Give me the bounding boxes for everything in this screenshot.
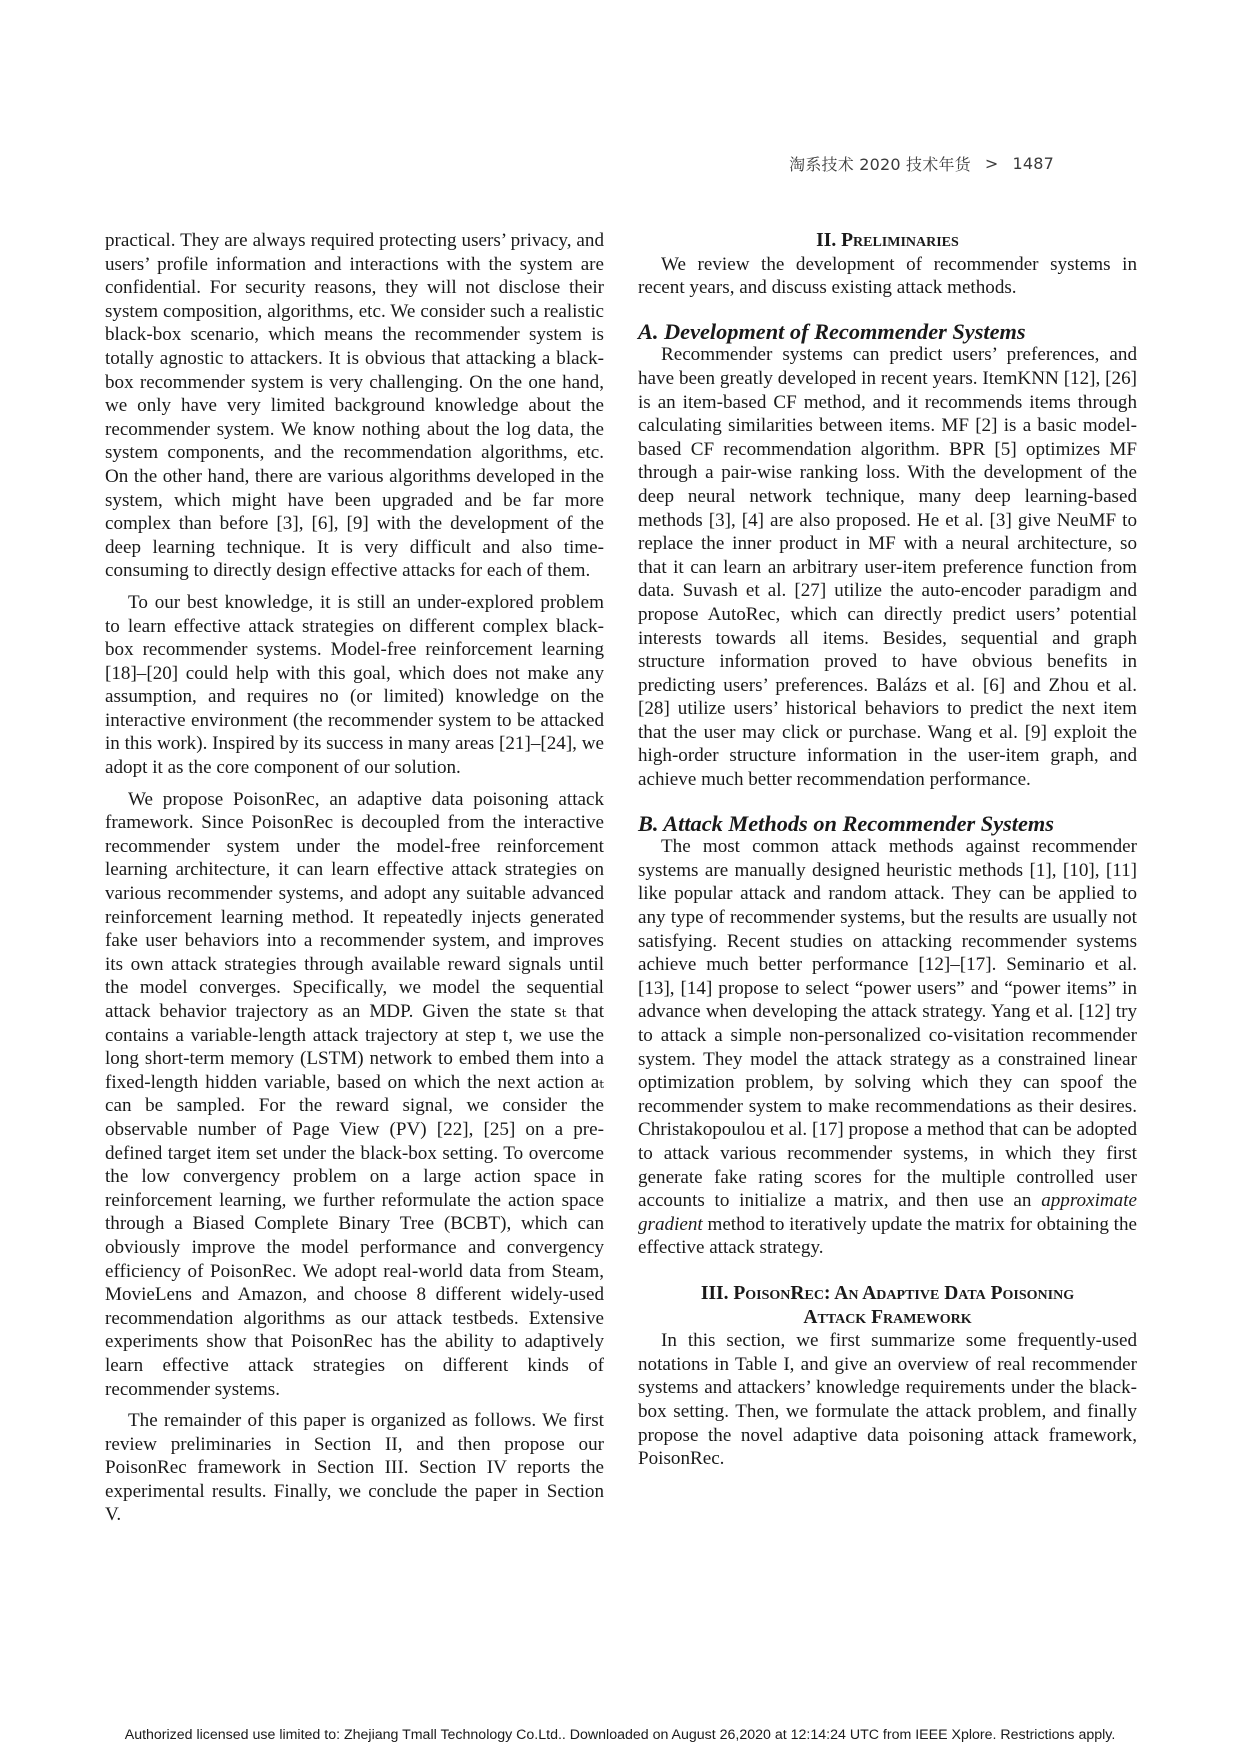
- section-heading-preliminaries: II. Preliminaries: [816, 230, 959, 251]
- section-heading-poisonrec-line1: III. PoisonRec: An Adaptive Data Poisoning: [700, 1282, 1075, 1304]
- subsection-heading-attack-methods: B. Attack Methods on Recommender Systems: [638, 810, 1054, 836]
- left-column: [105, 229, 604, 1527]
- attack-methods-text-part2: method to iteratively update the matrix for obtaining the effective attack strategy.: [638, 1213, 1137, 1259]
- paragraph-proposal: We propose PoisonRec, an adaptive data poisoning attack framework. Since PoisonRec is decoupled from the interactive recommender system under the model-free reinforcement learning architecture, it can learn effective attack strategies on various recommender systems, and adopt any suitable advanced reinforcement learning method. It repeatedly injects generated fake user behaviors into a recommender system, and improves its own attack strategies through available reward signals until the model converges. Specifically, we model the sequential attack behavior trajectory as an MDP. Given the state sₜ that contains a variable-length attack trajectory at step t, we use the long short-term memory (LSTM) network to embed them into a fixed-length hidden variable, based on which the next action aₜ can be sampled. For the reward signal, we consider the observable number of Page View (PV) [22], [25] on a pre-defined target item set under the black-box setting. To overcome the low convergency problem on a large action space in reinforcement learning, we further reformulate the action space through a Biased Complete Binary Tree (BCBT), which can obviously improve the model performance and convergency efficiency of PoisonRec. We adopt real-world data from Steam, MovieLens and Amazon, and choose 8 different widely-used recommendation algorithms as our attack testbeds. Extensive experiments show that PoisonRec has the ability to adaptively learn effective attack strategies on different kinds of recommender systems.: [105, 788, 604, 1400]
- running-header: [789, 152, 1054, 175]
- paragraph-attack-methods: [638, 835, 1137, 1260]
- emphasis-approximate-gradient: approximate gradient: [638, 1190, 1137, 1235]
- paragraph-organization: The remainder of this paper is organized as follows. We first review preliminaries in Section II, and then propose our PoisonRec framework in Section III. Section IV reports the experimental results. Finally, we conclude the paper in Section V.: [105, 1410, 604, 1526]
- license-footer: Authorized licensed use limited to: Zhejiang Tmall Technology Co.Ltd.. Downloaded on August 26,2020 at 12:14:24 UTC from IEEE Xplore. Restrictions apply.: [124, 1727, 1116, 1743]
- paragraph-poisonrec-intro: In this section, we first summarize some frequently-used notations in Table I, and give an overview of real recommender systems and attackers’ knowledge requirements under the black-box setting. Then, we formulate the attack problem, and finally propose the novel adaptive data poisoning attack framework, PoisonRec.: [638, 1330, 1137, 1470]
- header-title: 淘系技术 2020 技术年货: [789, 155, 971, 174]
- page-number: 1487: [1012, 154, 1054, 173]
- paragraph-knowledge: To our best knowledge, it is still an under-explored problem to learn effective attack strategies on different complex black-box recommender systems. Model-free reinforcement learning [18]–[20] could help with this goal, which does not make any assumption, and requires no (or limited) knowledge on the interactive environment (the recommender system to be attacked in this work). Inspired by its success in many areas [21]–[24], we adopt it as the core component of our solution.: [105, 591, 604, 779]
- paragraph-intro-continued: practical. They are always required protecting users’ privacy, and users’ profile information and interactions with the system are confidential. For security reasons, they will not disclose their system composition, algorithms, etc. We consider such a realistic black-box scenario, which means the recommender system is totally agnostic to attackers. It is obvious that attacking a black-box recommender system is very challenging. On the one hand, we only have very limited background knowledge about the recommender system. We know nothing about the log data, the system components, and the recommendation algorithms, etc. On the other hand, there are various algorithms developed in the system, which might have been upgraded and be far more complex than before [3], [6], [9] with the development of the deep learning technique. It is very difficult and also time-consuming to directly design effective attacks for each of them.: [105, 230, 604, 582]
- right-column: [638, 229, 1137, 1471]
- attack-methods-text-part1: The most common attack methods against recommender systems are manually designed heuristic methods [1], [10], [11] like popular attack and random attack. They can be applied to any type of recommender systems, but the results are usually not satisfying. Recent studies on attacking recommender systems achieve much better performance [12]–[17]. Seminario et al. [13], [14] propose to select “power users” and “power items” in advance when developing the attack strategy. Yang et al. [12] try to attack a simple non-personalized co-visitation recommender system. They model the attack strategy as a constrained linear optimization problem, by solving which they can spoof the recommender system to make recommendations as their desires. Christakopoulou et al. [17] propose a method that can be adopted to attack various recommender systems, in which they first generate fake rating scores for the multiple controlled user accounts to initialize a matrix, and then use an: [638, 836, 1137, 1212]
- section-heading-poisonrec-line2: Attack Framework: [803, 1306, 972, 1328]
- paragraph-preliminaries-intro: We review the development of recommender systems in recent years, and discuss existing attack methods.: [638, 253, 1137, 299]
- paragraph-development: Recommender systems can predict users’ preferences, and have been greatly developed in recent years. ItemKNN [12], [26] is an item-based CF method, and it recommends items through calculating similarities between items. MF [2] is a basic model-based CF recommendation algorithm. BPR [5] optimizes MF through a pair-wise ranking loss. With the development of the deep neural network technique, many deep learning-based methods [3], [4] are also proposed. He et al. [3] give NeuMF to replace the inner product in MF with a neural architecture, so that it can learn an arbitrary user-item preference function from data. Suvash et al. [27] utilize the auto-encoder paradigm and propose AutoRec, which can directly predict users’ potential interests towards all items. Besides, sequential and graph structure information proved to have obvious benefits in predicting users’ preferences. Balázs et al. [6] and Zhou et al. [28] utilize users’ historical behaviors to predict the next item that the user may click or purchase. Wang et al. [9] exploit the high-order structure information in the user-item graph, and achieve much better recommendation performance.: [638, 344, 1137, 791]
- header-separator: >: [984, 154, 999, 173]
- subsection-heading-development: A. Development of Recommender Systems: [638, 318, 1026, 344]
- section-heading-poisonrec: [638, 1282, 1137, 1329]
